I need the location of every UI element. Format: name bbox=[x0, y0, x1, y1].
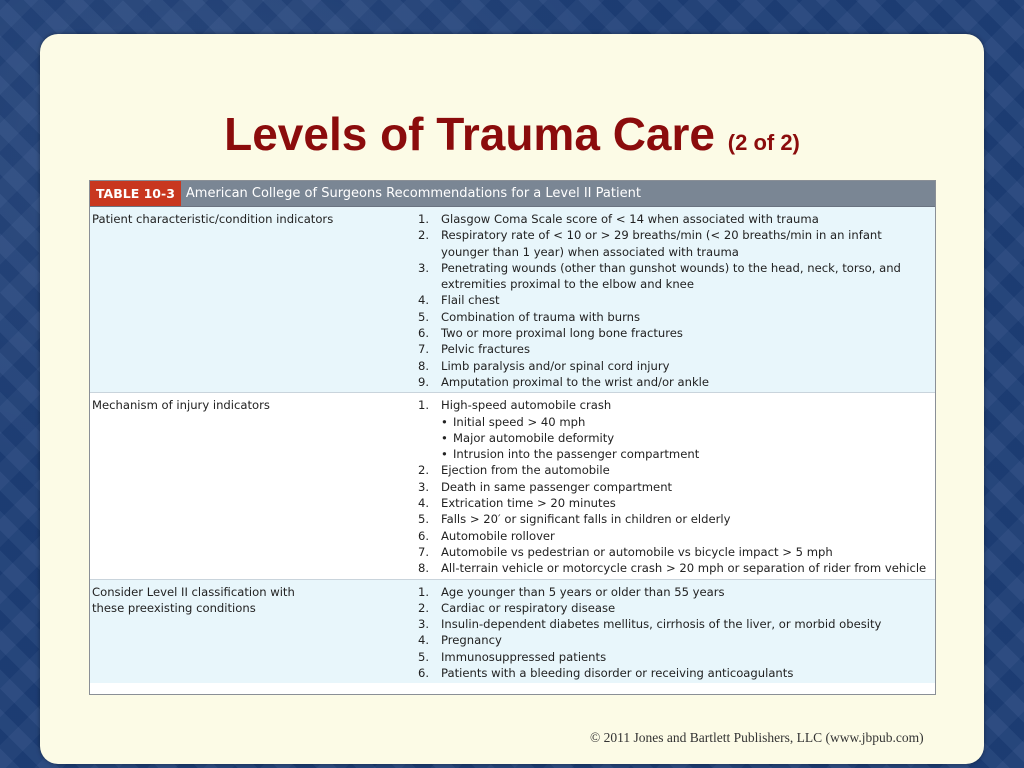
table-header bbox=[90, 181, 935, 207]
sub-list-item bbox=[397, 446, 935, 462]
item-number: 2. bbox=[417, 463, 429, 478]
list-item bbox=[397, 292, 935, 308]
table-caption: American College of Surgeons Recommendations for a Level II Patient bbox=[185, 186, 641, 201]
item-text: Two or more proximal long bone fractures bbox=[441, 326, 683, 341]
bullet-icon: • bbox=[441, 430, 448, 445]
item-text: Automobile vs pedestrian or automobile vs bicycle impact > 5 mph bbox=[441, 544, 833, 559]
item-number: 7. bbox=[417, 342, 429, 357]
title-main: Levels of Trauma Care bbox=[224, 108, 715, 160]
list-item bbox=[397, 665, 935, 681]
item-number: 1. bbox=[417, 212, 429, 226]
list-item bbox=[397, 495, 935, 511]
row-label: Consider Level II classification with these preexisting conditions bbox=[92, 584, 295, 615]
item-text: Glasgow Coma Scale score of < 14 when associated with trauma bbox=[441, 212, 819, 226]
item-text: Insulin-dependent diabetes mellitus, cirrhosis of the liver, or morbid obesity bbox=[441, 617, 882, 632]
list-item bbox=[397, 325, 935, 341]
list-item bbox=[397, 374, 935, 390]
item-number: 6. bbox=[417, 528, 429, 543]
item-number: 5. bbox=[417, 649, 429, 664]
list-item bbox=[397, 511, 935, 527]
list-item bbox=[397, 227, 935, 260]
table-row-patient-indicators bbox=[90, 207, 935, 393]
sub-item-text: Intrusion into the passenger compartment bbox=[453, 447, 700, 462]
item-number: 9. bbox=[417, 374, 429, 389]
item-number: 7. bbox=[417, 544, 429, 559]
item-text: Combination of trauma with burns bbox=[441, 309, 641, 324]
item-text: Ejection from the automobile bbox=[441, 463, 610, 478]
item-number: 4. bbox=[417, 293, 429, 308]
sub-list-item bbox=[397, 414, 935, 430]
title-suffix: (2 of 2) bbox=[727, 130, 800, 155]
item-number: 2. bbox=[417, 228, 429, 243]
item-text: Death in same passenger compartment bbox=[441, 479, 673, 494]
item-text: Penetrating wounds (other than gunshot wounds) to the head, neck, torso, and extremities proximal to the elbow and knee bbox=[441, 260, 901, 292]
recommendations-table bbox=[89, 180, 936, 695]
list-item bbox=[397, 397, 935, 413]
indicator-list bbox=[397, 393, 935, 578]
bullet-icon: • bbox=[441, 414, 448, 429]
list-item bbox=[397, 528, 935, 544]
list-item bbox=[397, 544, 935, 560]
item-number: 6. bbox=[417, 326, 429, 341]
item-text: Amputation proximal to the wrist and/or ankle bbox=[441, 374, 710, 389]
item-number: 8. bbox=[417, 358, 429, 373]
list-item bbox=[397, 584, 935, 600]
item-text: Automobile rollover bbox=[441, 528, 555, 543]
item-text: Respiratory rate of < 10 or > 29 breaths/min (< 20 breaths/min in an infant younger than 1 year) when associated with trauma bbox=[441, 228, 882, 259]
list-item bbox=[397, 649, 935, 665]
row-label: Patient characteristic/condition indicators bbox=[92, 212, 334, 226]
item-text: Immunosuppressed patients bbox=[441, 649, 607, 664]
item-number: 3. bbox=[417, 260, 429, 275]
item-number: 5. bbox=[417, 512, 429, 527]
indicator-list bbox=[397, 207, 935, 392]
sub-list-wrapper bbox=[397, 414, 935, 463]
list-item bbox=[397, 211, 935, 227]
list-item bbox=[397, 479, 935, 495]
item-text: Pelvic fractures bbox=[441, 342, 530, 357]
indicator-list bbox=[397, 580, 935, 684]
item-text: All-terrain vehicle or motorcycle crash > 20 mph or separation of rider from vehicle bbox=[441, 561, 927, 576]
item-number: 3. bbox=[417, 617, 429, 632]
item-text: Age younger than 5 years or older than 55 years bbox=[441, 584, 725, 599]
sub-item-text: Initial speed > 40 mph bbox=[453, 414, 586, 429]
item-number: 3. bbox=[417, 479, 429, 494]
bullet-icon: • bbox=[441, 447, 448, 462]
list-item bbox=[397, 358, 935, 374]
item-text: Falls > 20′ or significant falls in children or elderly bbox=[441, 512, 731, 527]
item-number: 4. bbox=[417, 633, 429, 648]
item-text: Patients with a bleeding disorder or receiving anticoagulants bbox=[441, 666, 794, 681]
slide-title bbox=[40, 106, 984, 171]
table-row-mechanism-indicators bbox=[90, 393, 935, 579]
list-item bbox=[397, 616, 935, 632]
list-item bbox=[397, 560, 935, 576]
copyright-footer: © 2011 Jones and Bartlett Publishers, LLC (www.jbpub.com) bbox=[590, 730, 924, 745]
sub-list-item bbox=[397, 430, 935, 446]
item-number: 8. bbox=[417, 561, 429, 576]
row-label: Mechanism of injury indicators bbox=[92, 398, 270, 413]
item-number: 2. bbox=[417, 600, 429, 615]
list-item bbox=[397, 341, 935, 357]
item-number: 6. bbox=[417, 666, 429, 681]
item-text: Cardiac or respiratory disease bbox=[441, 600, 616, 615]
item-number: 1. bbox=[417, 584, 429, 599]
sub-list bbox=[397, 414, 935, 463]
table-row-preexisting-conditions bbox=[90, 580, 935, 684]
list-item bbox=[397, 632, 935, 648]
item-number: 4. bbox=[417, 496, 429, 511]
list-item bbox=[397, 260, 935, 293]
list-item bbox=[397, 462, 935, 478]
item-text: Limb paralysis and/or spinal cord injury bbox=[441, 358, 670, 373]
table-badge: TABLE 10-3 bbox=[90, 181, 181, 206]
item-number: 5. bbox=[417, 309, 429, 324]
list-item bbox=[397, 600, 935, 616]
list-item bbox=[397, 309, 935, 325]
item-text: Extrication time > 20 minutes bbox=[441, 496, 616, 511]
item-text: High-speed automobile crash bbox=[441, 398, 612, 413]
item-text: Pregnancy bbox=[441, 633, 502, 648]
item-number: 1. bbox=[417, 398, 429, 413]
item-text: Flail chest bbox=[441, 293, 500, 308]
sub-item-text: Major automobile deformity bbox=[453, 430, 615, 445]
